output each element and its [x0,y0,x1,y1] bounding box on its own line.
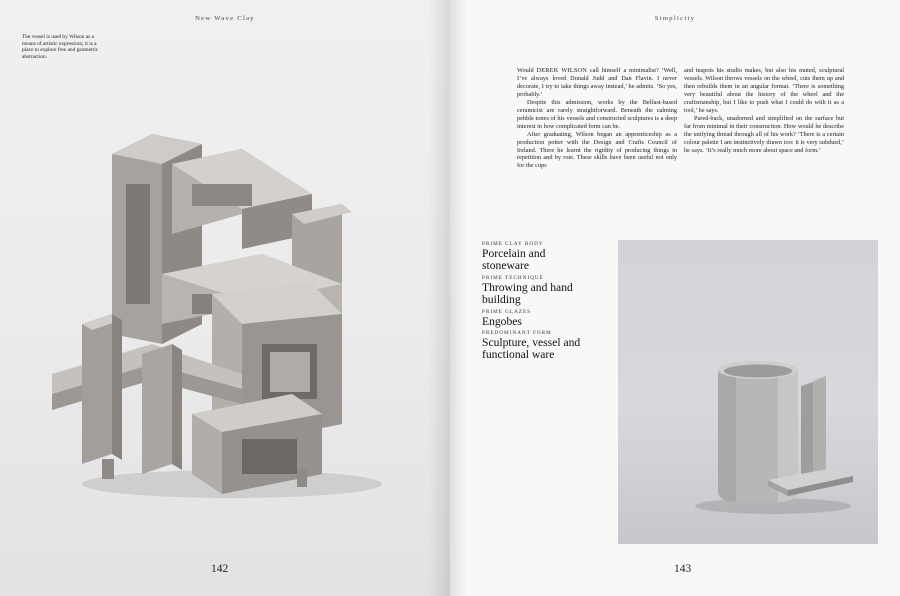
fact-label: PRIME CLAY BODY [482,241,544,247]
right-page [450,0,900,596]
page-number-left: 142 [211,563,229,575]
article-paragraph [517,67,677,99]
lead-rest: call himself a minimalist? ‘Well, I’ve always loved Donald Judd and Dan Flavin. I never decorate, I try to take things away instead,’ he admits. ‘So yes, probably.’ [517,67,677,98]
cup-photo [618,240,878,544]
fact-box [482,240,594,364]
lead-text: Would [517,67,537,74]
sculpture-photo [42,124,382,504]
photo-caption: The vessel is used by Wilson as a means of artistic expression; it is a place to explore free and geometric abstraction. [22,34,99,60]
running-head-right: Simplicity [654,15,696,22]
article-paragraph: Despite this admission, works by the Belfast-based ceramicist are rarely straightforward. Beneath the calming pebble tones of his vessels and constructed sculptures is a deep interest in how complicated form can be. [517,98,677,130]
page-number-right: 143 [674,563,692,575]
article-column-2 [684,67,844,154]
fact-value: Sculpture, vessel and functional ware [482,336,581,362]
article-paragraph: After graduating, Wilson began an apprenticeship as a production potter with the Design and Crafts Council of Ireland. There he learnt the rigidity of producing things in repetition and by rote. These skills have been useful not only for the cups [517,130,677,170]
subject-name: DEREK WILSON [536,67,588,74]
fact-label: PREDOMINANT FORM [482,330,552,337]
fact-value: Throwing and hand building [482,280,573,307]
article-column-1 [517,67,677,170]
article-paragraph: and teapots his studio makes, but also his muted, sculptural vessels. Wilson throws vessels on the wheel, cuts them up and then rebuilds them in an angular format. ‘There is something very beautiful about the history of the wheel and the craftsmanship, but I like to push what I could do with it as a tool,’ he says. [684,67,844,114]
article-paragraph: Pared-back, unadorned and simplified on the surface but far from minimal in their construction. How would he describe the unifying thread through all of his work? ‘There is a certain colour palette I am instinctively drawn too: it is very subdued,’ he says. ‘It’s really much more about space and form.’ [684,114,844,154]
fact-value: Engobes [482,314,522,328]
cup-illustration [618,240,878,544]
fact-label: PRIME TECHNIQUE [482,274,544,281]
fact-value: Porcelain and stoneware [482,247,546,273]
fact-label: PRIME GLAZES [482,308,532,315]
running-head-left: New Wave Clay [195,15,255,22]
